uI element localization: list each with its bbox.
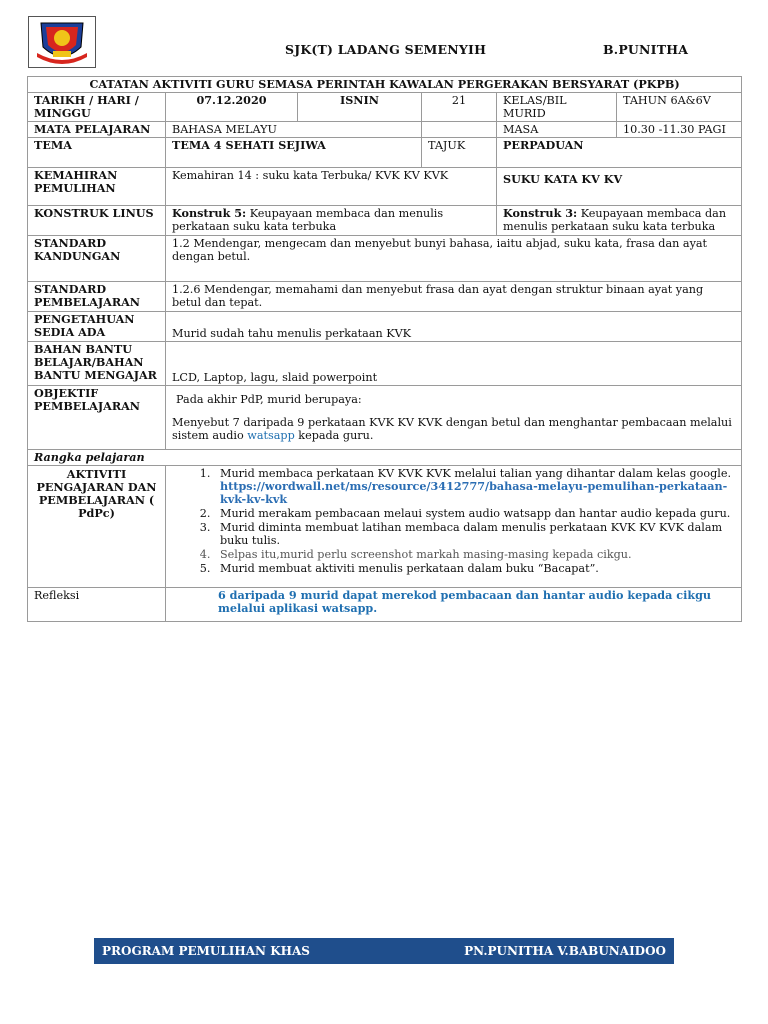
lesson-outline-label: Rangka pelajaran — [28, 450, 742, 466]
footer-bar — [94, 938, 674, 964]
reflection-value: 6 daripada 9 murid dapat merekod pembacaan dan hantar audio kepada cikgu melalui aplikasi watsapp. — [166, 588, 742, 622]
topic-value: PERPADUAN — [497, 138, 742, 168]
topic-label: TAJUK — [422, 138, 497, 168]
list-item: 5. Murid membuat aktiviti menulis perkataan dalam buku “Bacapat”. — [214, 562, 735, 575]
subject-value: BAHASA MELAYU — [166, 122, 422, 138]
content-standard-label: STANDARD KANDUNGAN — [28, 236, 166, 282]
footer-program: PROGRAM PEMULIHAN KHAS — [102, 944, 310, 958]
objective-label: OBJEKTIF PEMBELAJARAN — [28, 386, 166, 450]
linus-right: Konstruk 3: Keupayaan membaca dan menulis perkataan suku kata terbuka — [497, 206, 742, 236]
skill-value: Kemahiran 14 : suku kata Terbuka/ KVK KV KVK — [166, 168, 497, 206]
list-item: 4. Selpas itu,murid perlu screenshot markah masing-masing kepada cikgu. — [214, 548, 735, 561]
list-item: 2. Murid merakam pembacaan melaui system audio watsapp dan hantar audio kepada guru. — [214, 507, 735, 520]
class-label: KELAS/BIL MURID — [497, 93, 617, 122]
list-item: 3. Murid diminta membuat latihan membaca dalam menulis perkataan KVK KV KVK dalam buku tulis. — [214, 521, 735, 547]
objective-text: Menyebut 7 daripada 9 perkataan KVK KV KVK dengan betul dan menghantar pembacaan melalui sistem audio watsapp kepada guru. — [172, 416, 732, 442]
objective-intro: Pada akhir PdP, murid berupaya: — [176, 393, 362, 406]
materials-value: LCD, Laptop, lagu, slaid powerpoint — [166, 342, 742, 386]
wordwall-link[interactable]: https://wordwall.net/ms/resource/3412777/bahasa-melayu-pemulihan-perkataan-kvk-kv-kvk — [220, 479, 728, 506]
time-label: MASA — [497, 122, 617, 138]
time-value: 10.30 -11.30 PAGI — [617, 122, 742, 138]
learning-standard-label: STANDARD PEMBELAJARAN — [28, 282, 166, 312]
prior-knowledge-value: Murid sudah tahu menulis perkataan KVK — [166, 312, 742, 342]
watsapp-link[interactable]: watsapp — [247, 429, 295, 442]
linus-label: KONSTRUK LINUS — [28, 206, 166, 236]
materials-label: BAHAN BANTU BELAJAR/BAHAN BANTU MENGAJAR — [28, 342, 166, 386]
date-value: 07.12.2020 — [166, 93, 298, 122]
class-value: TAHUN 6A&6V — [617, 93, 742, 122]
school-name: SJK(T) LADANG SEMENYIH — [285, 42, 487, 57]
table-title: CATATAN AKTIVITI GURU SEMASA PERINTAH KAWALAN PERGERAKAN BERSYARAT (PKPB) — [28, 77, 742, 93]
school-logo — [28, 16, 96, 68]
list-item: 1. Murid membaca perkataan KV KVK KVK melalui talian yang dihantar dalam kelas google. https://wordwall.net/ms/resource/3412777/bahasa-melayu-pemulihan-perkataan-kvk-kv-kvk — [214, 467, 735, 506]
content-standard-value: 1.2 Mendengar, mengecam dan menyebut bunyi bahasa, iaitu abjad, suku kata, frasa dan ayat dengan betul. — [166, 236, 742, 282]
date-label: TARIKH / HARI / MINGGU — [28, 93, 166, 122]
theme-value: TEMA 4 SEHATI SEJIWA — [166, 138, 422, 168]
lesson-plan-table — [27, 76, 742, 622]
teacher-name: B.PUNITHA — [603, 42, 689, 57]
reflection-label: Refleksi — [28, 588, 166, 622]
linus-left: Konstruk 5: Keupayaan membaca dan menulis perkataan suku kata terbuka — [166, 206, 497, 236]
objective-cell — [166, 386, 742, 450]
footer-teacher: PN.PUNITHA V.BABUNAIDOO — [464, 944, 666, 958]
subject-label: MATA PELAJARAN — [28, 122, 166, 138]
activity-list — [172, 467, 735, 575]
week-value: 21 — [422, 93, 497, 122]
theme-label: TEMA — [28, 138, 166, 168]
learning-standard-value: 1.2.6 Mendengar, memahami dan menyebut frasa dan ayat dengan struktur binaan ayat yang betul dan tepat. — [166, 282, 742, 312]
skill-label: KEMAHIRAN PEMULIHAN — [28, 168, 166, 206]
school-crest-icon — [29, 17, 95, 67]
activity-label: AKTIVITI PENGAJARAN DAN PEMBELAJARAN ( PdPc) — [28, 466, 166, 588]
day-value: ISNIN — [298, 93, 422, 122]
activity-cell — [166, 466, 742, 588]
skill-focus: SUKU KATA KV KV — [497, 168, 742, 206]
prior-knowledge-label: PENGETAHUAN SEDIA ADA — [28, 312, 166, 342]
